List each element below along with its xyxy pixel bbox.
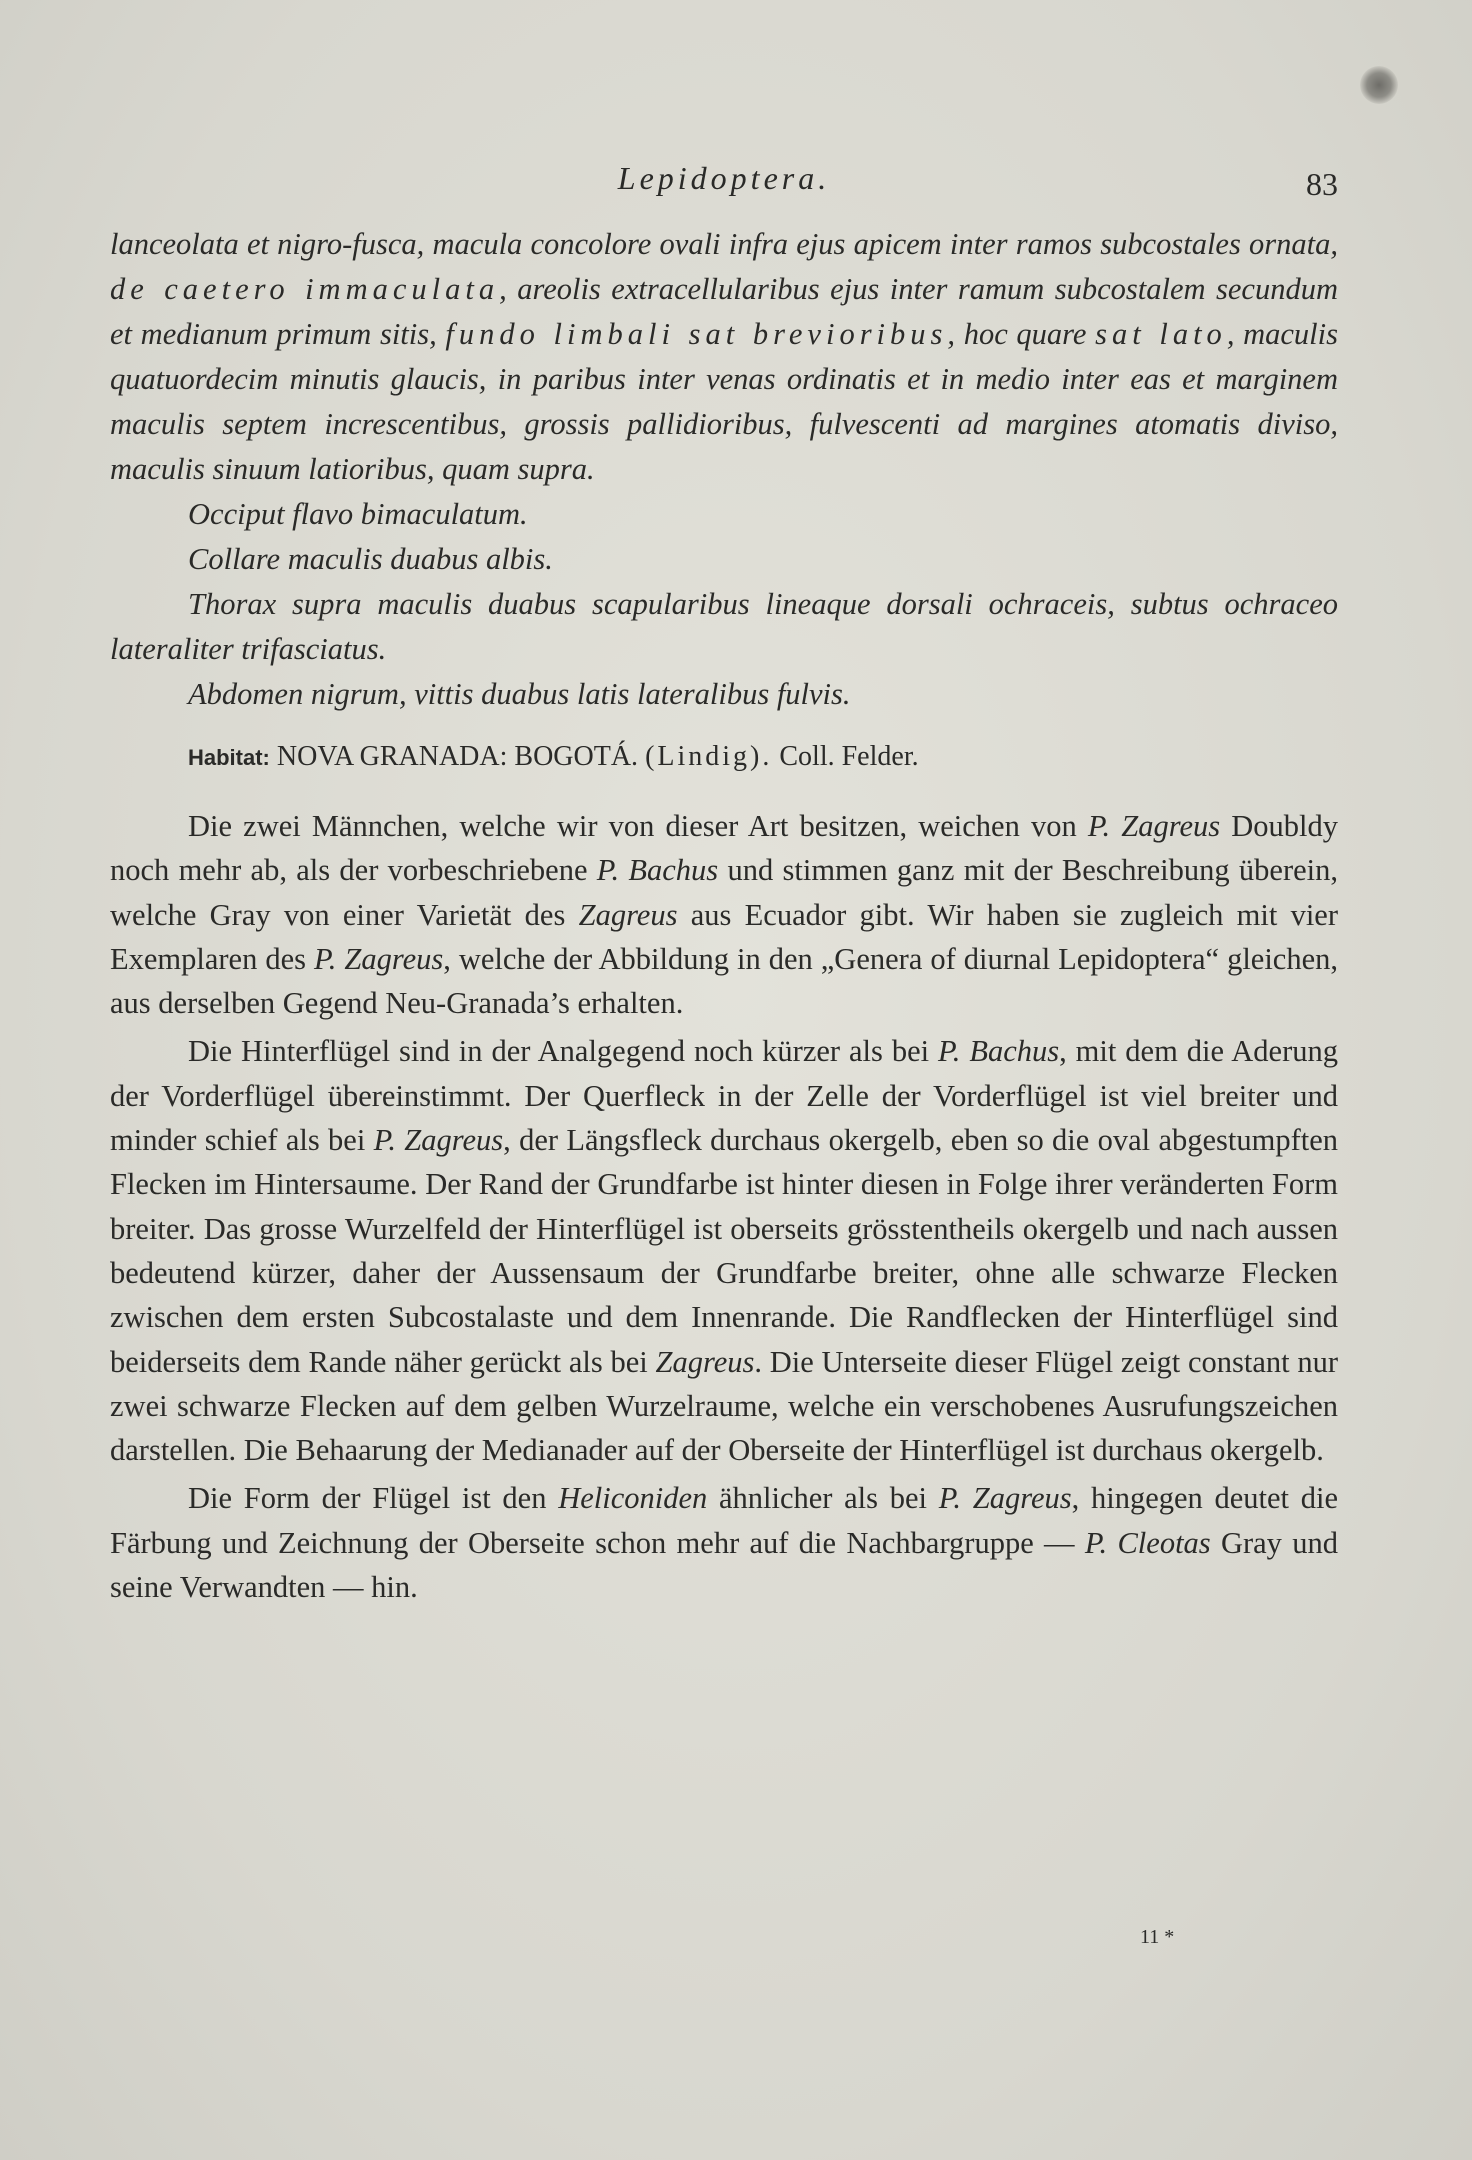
text-run: , der Längsfleck durchaus okergelb, eben so die oval abgestumpften Flecken im Hintersaume. Der Rand der Grundfarbe ist hinter diesen in Folge ihrer veränderten Form breiter. Das grosse Wurzelfeld der Hinterflügel ist oberseits grösstentheils okergelb und nach aussen bedeutend kürzer, daher der Aussensaum der Grundfarbe breiter, ohne alle schwarze Flecken zwischen dem ersten Subcostalaste und dem Innenrande. Die Randflecken der Hinterflügel sind beiderseits dem Rande näher gerückt als bei: [110, 1123, 1339, 1379]
latin-thorax: Thorax supra maculis duabus scapularibus lineaque dorsali ochraceis, subtus ochraceo lateraliter trifasciatus.: [110, 587, 1338, 666]
species-name: P. Zagreus: [1087, 809, 1221, 843]
text-run: Die Form der Flügel ist den: [188, 1481, 559, 1516]
habitat-collector: (Lindig).: [645, 741, 773, 772]
body-text: [110, 222, 1338, 1609]
species-name: P. Zagreus: [373, 1123, 504, 1158]
latin-spaced-text: fundo limbali sat brevioribus: [445, 317, 948, 351]
latin-spaced-text: sat lato: [1095, 317, 1227, 351]
page-header: [110, 160, 1338, 204]
text-run: und stimmen ganz mit der Beschreibung überein, welche Gray von einer Varietät des: [110, 853, 1338, 932]
habitat-collection: Coll. Felder.: [779, 741, 919, 772]
text-run: . Die Unterseite dieser Flügel zeigt constant nur zwei schwarze Flecken auf dem gelben Wurzelraume, welche ein verschobenes Ausrufungszeichen darstellen. Die Behaarung der Medianader auf der Oberseite der Hinterflügel ist durchaus okergelb.: [110, 1344, 1339, 1468]
latin-spaced-text: de caetero immaculata: [110, 272, 500, 306]
species-name: Zagreus: [655, 1344, 755, 1379]
text-run: , mit dem die Aderung der Vorderflügel übereinstimmt. Der Querfleck in der Zelle der Vorderflügel ist viel breiter und minder schief als bei: [110, 1034, 1338, 1158]
latin-text: , hoc quare: [947, 317, 1096, 351]
german-paragraph-2: [110, 1029, 1338, 1472]
habitat-label: Habitat:: [188, 745, 270, 770]
german-paragraph-3: [110, 1476, 1338, 1609]
species-name: P. Bachus: [938, 1034, 1060, 1069]
text-run: Gray und seine Verwandten — hin.: [110, 1525, 1338, 1605]
text-run: ähnlicher als bei: [707, 1481, 939, 1516]
species-name: P. Zagreus: [314, 941, 444, 976]
text-run: , welche der Abbildung in den „Genera of diurnal Lepidoptera“ gleichen, aus derselben Gegend Neu-Granada’s erhalten.: [110, 941, 1339, 1021]
text-run: aus Ecuador gibt. Wir haben sie zugleich mit vier Exemplaren des: [110, 897, 1338, 976]
latin-abdomen: Abdomen nigrum, vittis duabus latis lateralibus fulvis.: [188, 677, 851, 711]
latin-text: , areolis extracellularibus ejus inter ramum subcostalem secundum et medianum primum sitis,: [110, 272, 1338, 351]
latin-paragraph: [110, 222, 1338, 492]
species-name: P. Cleotas: [1084, 1525, 1211, 1560]
text-run: , hingegen deutet die Färbung und Zeichnung der Oberseite schon mehr auf die Nachbargruppe —: [110, 1481, 1338, 1560]
text-run: Doubldy noch mehr ab, als der vorbeschriebene: [110, 809, 1339, 888]
taxon-name: Heliconiden: [558, 1481, 708, 1516]
latin-collare: Collare maculis duabus albis.: [188, 542, 553, 576]
latin-text: , maculis quatuordecim minutis glaucis, in paribus inter venas ordinatis et in medio inter eas et marginem maculis septem increscentibus, grossis pallidioribus, fulvescenti ad margines atomatis diviso, maculis sinuum latioribus, quam supra.: [110, 317, 1338, 486]
species-name: Zagreus: [578, 897, 678, 932]
habitat-place: NOVA GRANADA: BOGOTÁ.: [276, 741, 639, 772]
page-number: 83: [1306, 166, 1338, 202]
ink-blot: [1360, 66, 1398, 104]
text-run: Die zwei Männchen, welche wir von dieser Art besitzen, weichen von: [188, 809, 1088, 843]
german-discussion: [110, 804, 1338, 1609]
running-title: Lepidoptera.: [617, 160, 831, 196]
latin-text: lanceolata et nigro-fusca, macula concolore ovali infra ejus apicem inter ramos subcostales ornata,: [110, 227, 1338, 261]
latin-description: [110, 222, 1338, 717]
german-paragraph-1: [110, 804, 1338, 1025]
latin-occiput: Occiput flavo bimaculatum.: [188, 497, 528, 531]
habitat-line: [188, 735, 1338, 780]
signature-mark: 11 *: [1140, 1926, 1175, 1948]
species-name: P. Bachus: [596, 853, 719, 888]
text-run: Die Hinterflügel sind in der Analgegend noch kürzer als bei: [188, 1034, 939, 1069]
species-name: P. Zagreus: [938, 1481, 1072, 1516]
